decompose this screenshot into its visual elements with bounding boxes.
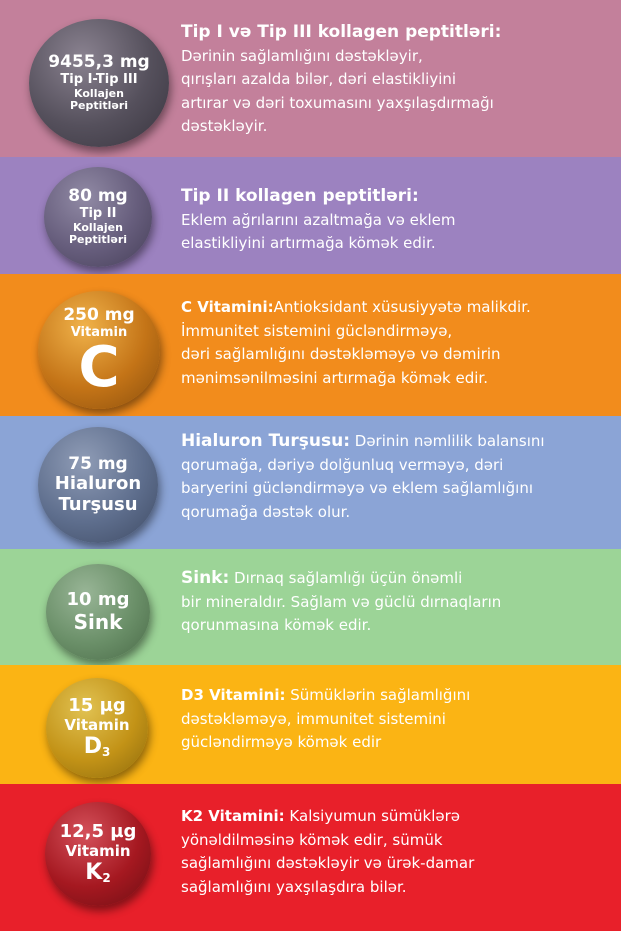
row-title: D3 Vitamini: (181, 686, 286, 704)
vitamin-letter: C (78, 334, 120, 400)
desc-line: mənimsənilməsini artırmağa kömək edir. (181, 368, 488, 387)
row-title: Tip I və Tip III kollagen peptitləri: (181, 22, 502, 42)
desc-text: Dərinin nəmlilik balansını (350, 432, 545, 450)
dose-label: Vitamin (64, 715, 130, 734)
desc-first-line (181, 430, 601, 454)
desc-line: dəstəkləyir. (181, 117, 268, 135)
desc-line: İmmunitet sistemini gücləndirməyə, (181, 321, 453, 340)
dose-label: Kollajen (73, 220, 123, 234)
desc-text: Dırnaq sağlamlığı üçün önəmli (229, 569, 463, 587)
dose-label: Peptitləri (68, 233, 128, 247)
desc-line: qırışları azalda bilər, dəri elastikliyini (181, 70, 457, 88)
row-title: K2 Vitamini: (181, 807, 285, 825)
collagen-2-description (181, 185, 601, 256)
collagen-1-3-dose-badge (29, 19, 169, 147)
vitamin-c-description (181, 296, 601, 390)
dose-amount: 250 mg (63, 305, 135, 326)
desc-text: Kalsiyumun sümüklərə (284, 807, 461, 825)
dose-label: Vitamin (65, 841, 131, 860)
row-zinc (0, 549, 621, 665)
row-hyaluronic-acid (0, 416, 621, 549)
dose-amount: 10 mg (66, 589, 130, 611)
desc-line: elastikliyini artırmağa kömək edir. (181, 234, 436, 252)
dose-amount: 15 µg (68, 695, 126, 717)
zinc-dose-badge (46, 564, 150, 660)
desc-line: qorunmasına kömək edir. (181, 616, 372, 634)
desc-line: qorumağa, dəriyə dolğunluq verməyə, dəri (181, 455, 504, 474)
row-collagen-1-3 (0, 0, 621, 157)
desc-line: bir mineraldır. Sağlam və güclü dırnaqların (181, 592, 502, 611)
collagen-1-3-description (181, 21, 601, 139)
desc-line: sağlamlığını yaxşılaşdıra bilər. (181, 877, 407, 896)
desc-line: artırar və dəri toxumasını yaxşılaşdırmağı (181, 93, 494, 112)
desc-text: Antioksidant xüsusiyyətə malikdir. (273, 298, 531, 316)
dose-label: Kollajen (74, 86, 124, 100)
dose-label: Tip II (79, 205, 117, 221)
vitamin-d3-description (181, 684, 601, 755)
desc-line: yönəldilməsinə kömək edir, sümük (181, 830, 443, 849)
dose-label: Hialuron (54, 473, 142, 495)
vitamin-c-dose-badge (38, 291, 160, 409)
desc-line: qorumağa dəstək olur. (181, 502, 351, 521)
dose-label: Tip I-Tip III (60, 71, 138, 87)
desc-first-line (181, 805, 601, 829)
desc-line: Eklem ağrılarını azaltmağa və eklem (181, 210, 456, 229)
row-title: C Vitamini: (181, 298, 274, 316)
desc-line: dəstəkləməyə, immunitet sistemini (181, 709, 446, 728)
row-vitamin-c (0, 274, 621, 416)
row-vitamin-d3 (0, 665, 621, 784)
desc-line: dəri sağlamlığını dəstəkləməyə və dəmirin (181, 345, 501, 363)
vitamin-k2-dose-badge (45, 802, 151, 906)
hyaluronic-description (181, 430, 601, 524)
desc-first-line (181, 684, 601, 708)
dose-amount: 9455,3 mg (48, 52, 150, 73)
desc-line: gücləndirməyə kömək edir (181, 733, 382, 751)
desc-line: sağlamlığını dəstəkləyir və ürək-damar (181, 854, 475, 872)
row-title: Tip II kollagen peptitləri: (181, 186, 419, 206)
vitamin-letter: $K_2$ (85, 860, 111, 886)
dose-label: Sink (73, 609, 123, 634)
collagen-2-dose-badge (44, 167, 152, 267)
desc-first-line (181, 296, 601, 320)
desc-first-line (181, 567, 601, 591)
dose-label: Vitamin (70, 324, 128, 340)
row-title: Hialuron Turşusu: (181, 431, 350, 451)
dose-amount: 80 mg (68, 186, 128, 207)
dose-label: Turşusu (58, 493, 138, 515)
vitamin-d3-dose-badge (46, 678, 148, 778)
row-collagen-2 (0, 157, 621, 274)
zinc-description (181, 567, 601, 638)
dose-label: Peptitləri (69, 99, 129, 113)
vitamin-k2-description (181, 805, 601, 899)
vitamin-letter: $D_3$ (83, 734, 111, 760)
desc-line: Dərinin sağlamlığını dəstəkləyir, (181, 46, 423, 65)
desc-text: Sümüklərin sağlamlığını (285, 686, 471, 704)
dose-amount: 75 mg (68, 453, 128, 474)
desc-line: baryerini gücləndirməyə və eklem sağlamlığını (181, 479, 534, 497)
row-vitamin-k2 (0, 784, 621, 931)
dose-amount: 12,5 µg (59, 821, 137, 843)
hyaluronic-dose-badge (38, 427, 158, 543)
row-title: Sink: (181, 568, 230, 588)
